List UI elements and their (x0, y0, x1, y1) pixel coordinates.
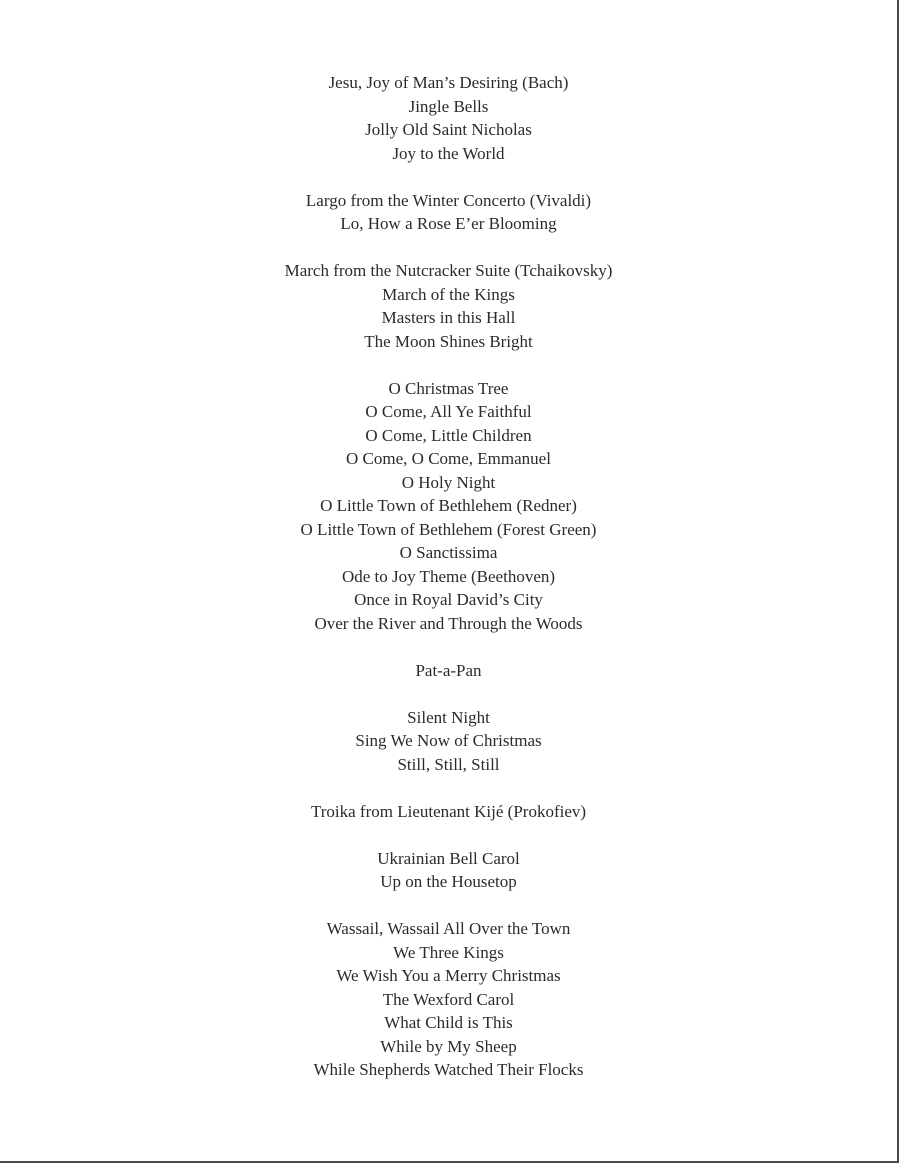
song-title: Still, Still, Still (397, 754, 500, 774)
song-title: We Three Kings (393, 942, 504, 962)
song-title: What Child is This (384, 1013, 513, 1032)
song-title: Masters in this Hall (381, 308, 516, 327)
song-title: Troika from Lieutenant Kijé (Prokofiev) (310, 801, 587, 821)
song-title: Joy to the World (392, 143, 505, 163)
song-title: While by My Sheep (380, 1036, 517, 1056)
song-title: Jesu, Joy of Man’s Desiring (Bach) (328, 73, 569, 92)
song-title: Jingle Bells (408, 96, 489, 116)
song-title: O Little Town of Bethlehem (Forest Green) (300, 519, 597, 539)
song-title: O Come, O Come, Emmanuel (346, 449, 551, 468)
song-title: O Sanctissima (399, 543, 498, 562)
song-group-s (0, 706, 897, 777)
song-title: March of the Kings (382, 284, 515, 304)
song-title: The Wexford Carol (382, 989, 515, 1009)
song-title: We Wish You a Merry Christmas (336, 966, 561, 985)
song-group-w (0, 917, 897, 1082)
song-title: O Little Town of Bethlehem (Redner) (320, 496, 577, 515)
song-title: Pat-a-Pan (415, 660, 482, 680)
song-title: Jolly Old Saint Nicholas (365, 120, 532, 139)
song-title: O Holy Night (401, 472, 496, 492)
song-title: Up on the Housetop (380, 872, 517, 891)
song-group-u (0, 847, 897, 894)
song-title: O Come, Little Children (365, 425, 532, 445)
song-group-p (0, 659, 897, 683)
song-title: The Moon Shines Bright (364, 331, 533, 351)
song-title: March from the Nutcracker Suite (Tchaikovsky) (284, 261, 613, 280)
song-group-j (0, 71, 897, 165)
song-title: Wassail, Wassail All Over the Town (326, 919, 571, 938)
song-title: Largo from the Winter Concerto (Vivaldi) (305, 190, 592, 210)
song-group-l (0, 189, 897, 236)
song-group-t (0, 800, 897, 824)
song-title: While Shepherds Watched Their Flocks (313, 1060, 584, 1079)
song-title: Silent Night (407, 707, 490, 727)
song-group-m (0, 259, 897, 353)
song-title: Sing We Now of Christmas (355, 731, 542, 750)
song-title: Ukrainian Bell Carol (377, 848, 520, 868)
song-title: Once in Royal David’s City (354, 590, 543, 609)
song-title: Over the River and Through the Woods (314, 613, 583, 633)
song-title: Lo, How a Rose E’er Blooming (340, 214, 557, 233)
song-title: O Christmas Tree (388, 378, 509, 398)
song-group-o (0, 377, 897, 636)
song-title: O Come, All Ye Faithful (365, 402, 532, 421)
song-title: Ode to Joy Theme (Beethoven) (341, 566, 556, 586)
song-list (0, 71, 897, 1105)
